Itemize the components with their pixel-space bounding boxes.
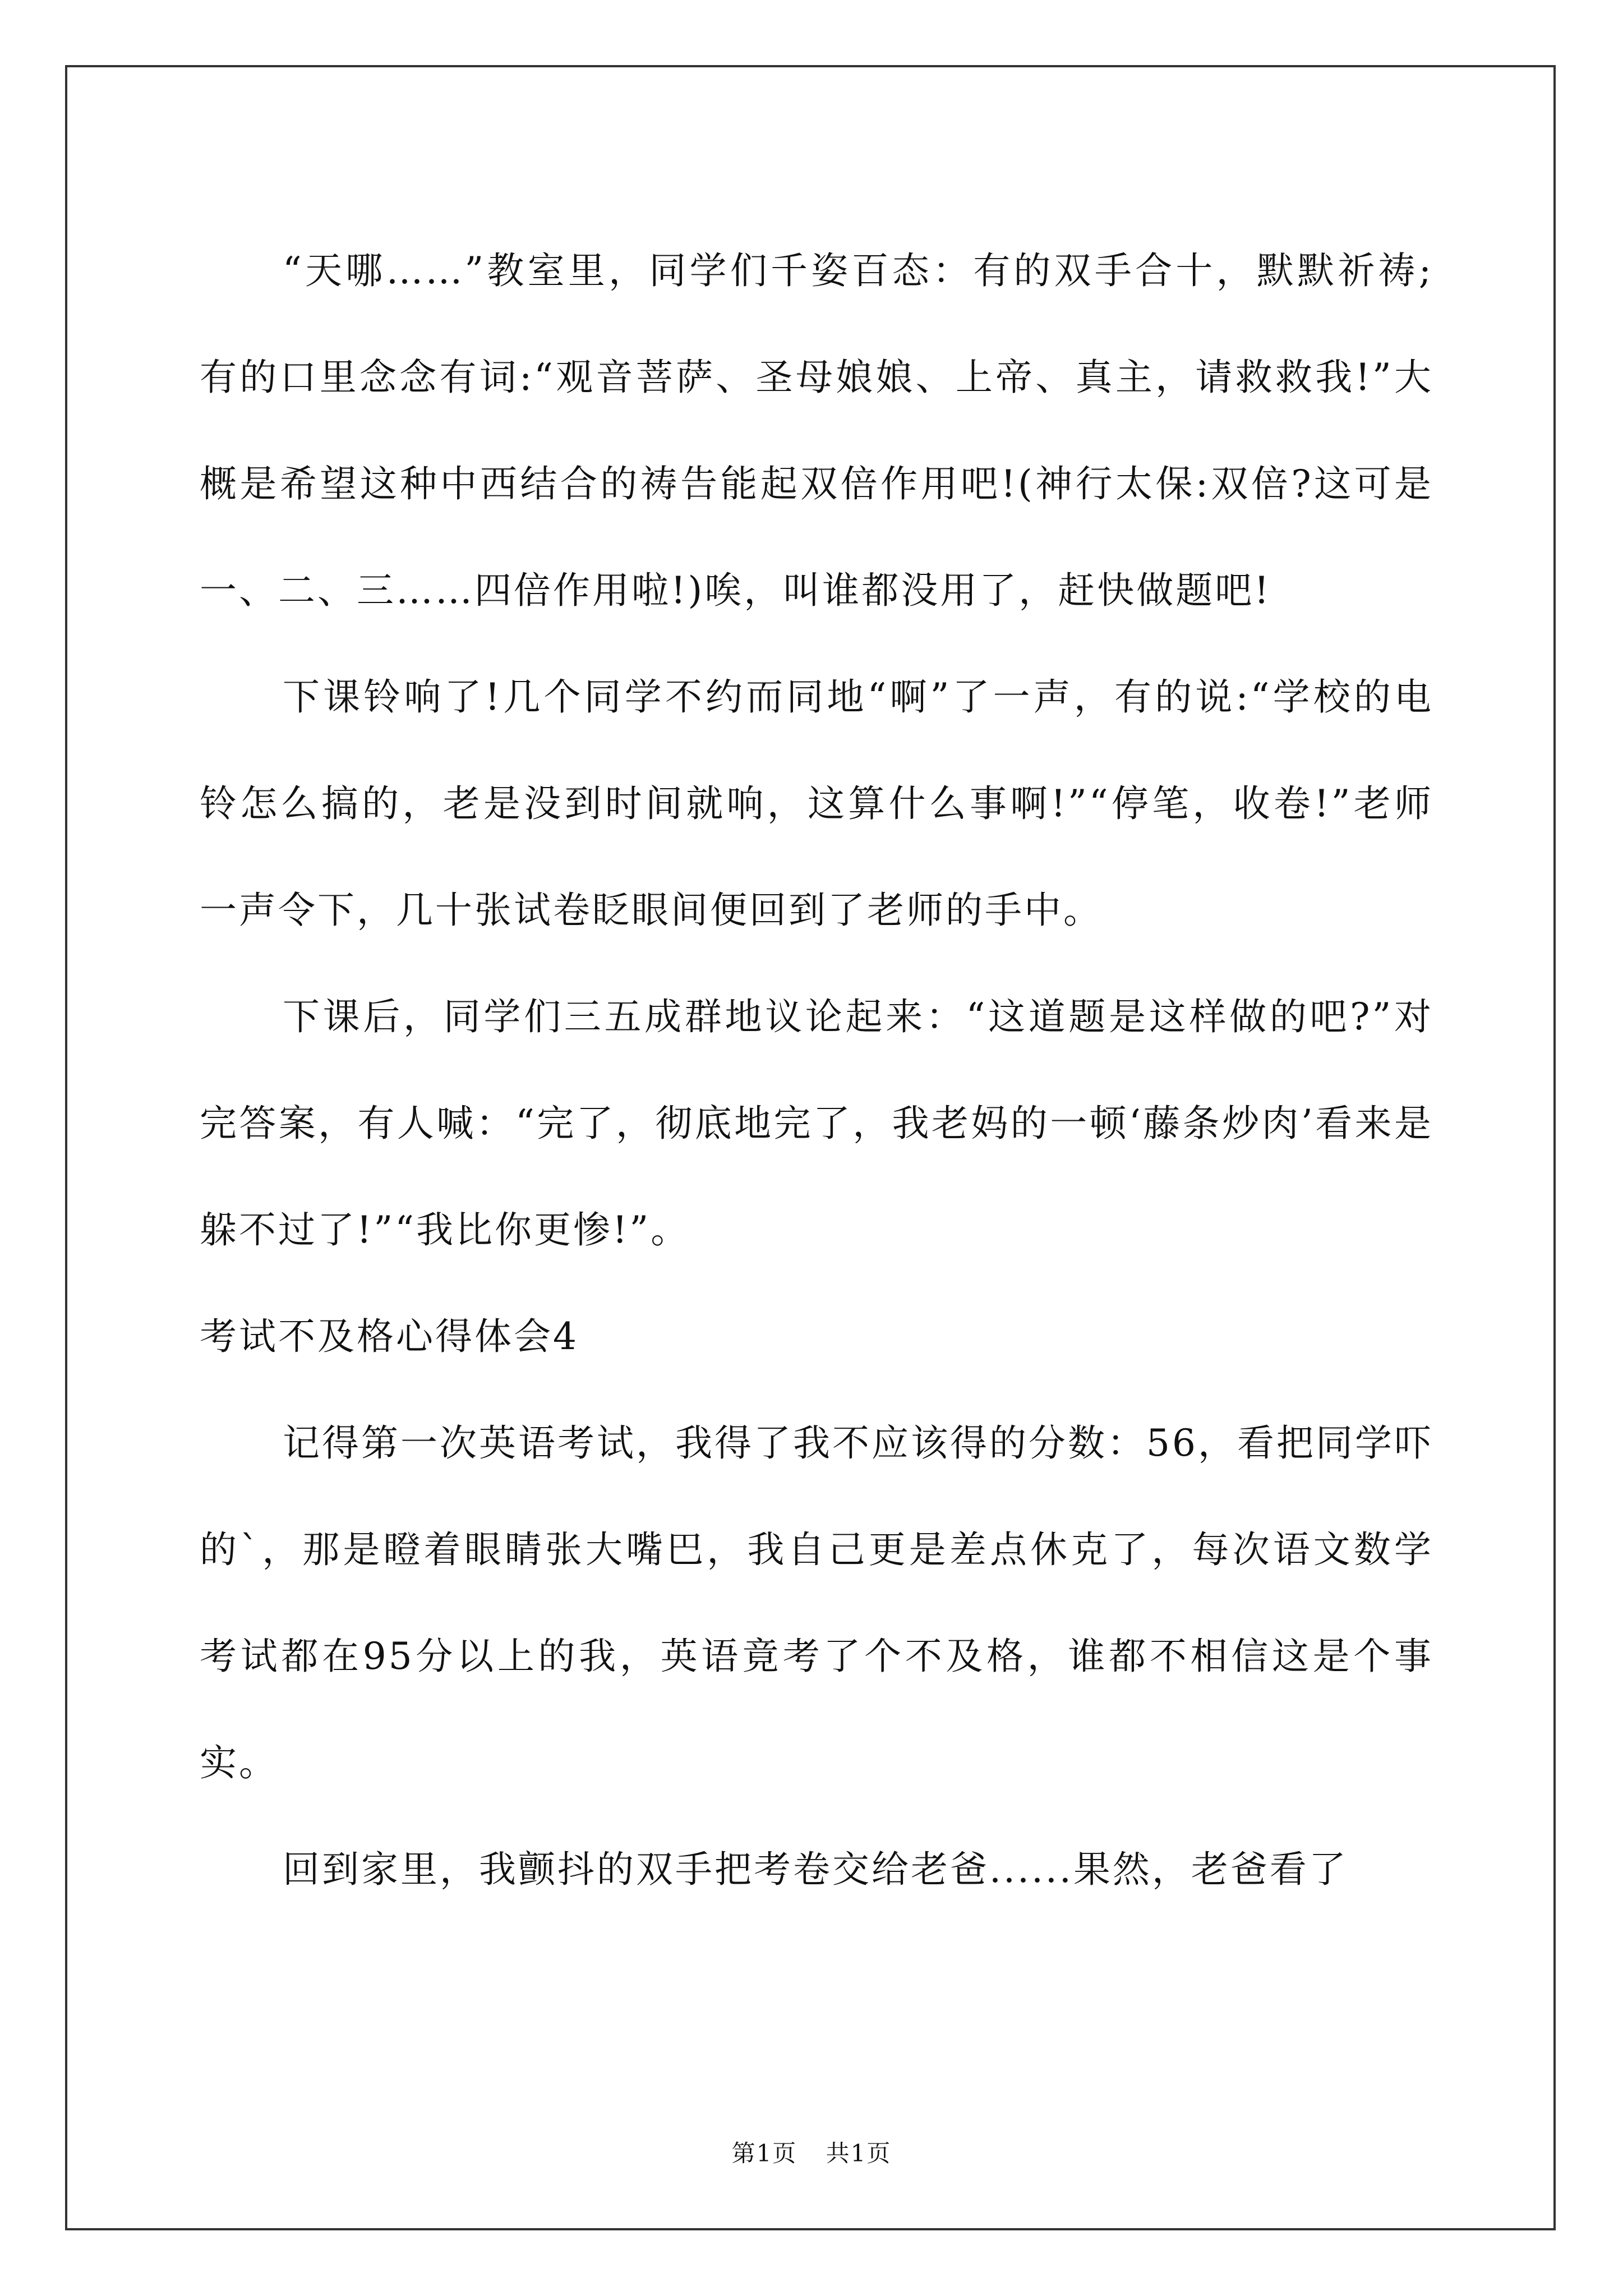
page-footer [0, 2135, 1623, 2169]
paragraph: 回到家里，我颤抖的双手把考卷交给老爸......果然，老爸看了 [283, 1848, 1348, 1891]
document-body [200, 218, 1433, 1923]
section-heading: 考试不及格心得体会4 [200, 1315, 579, 1358]
page-number: 第1页 [731, 2139, 797, 2167]
paragraph: “天哪……”教室里，同学们千姿百态：有的双手合十，默默祈祷;有的口里念念有词:“观音菩萨、圣母娘娘、上帝、真主，请救救我!”大概是希望这种中西结合的祷告能起双倍作用吧!(神行太保:双倍?这可是一、二、三……四倍作用啦!)唉，叫谁都没用了，赶快做题吧! [200, 249, 1433, 612]
paragraph: 记得第一次英语考试，我得了我不应该得的分数：56，看把同学吓的`，那是瞪着眼睛张大嘴巴，我自己更是差点休克了，每次语文数学考试都在95分以上的我，英语竟考了个不及格，谁都不相信这是个事实。 [200, 1421, 1433, 1784]
page-total: 共1页 [826, 2139, 892, 2167]
paragraph: 下课铃响了!几个同学不约而同地“啊”了一声，有的说:“学校的电铃怎么搞的，老是没到时间就响，这算什么事啊!”“停笔，收卷!”老师一声令下，几十张试卷眨眼间便回到了老师的手中。 [200, 675, 1433, 932]
paragraph: 下课后，同学们三五成群地议论起来：“这道题是这样做的吧?”对完答案，有人喊：“完了，彻底地完了，我老妈的一顿‘藤条炒肉’看来是躲不过了!”“我比你更惨!”。 [200, 995, 1433, 1251]
